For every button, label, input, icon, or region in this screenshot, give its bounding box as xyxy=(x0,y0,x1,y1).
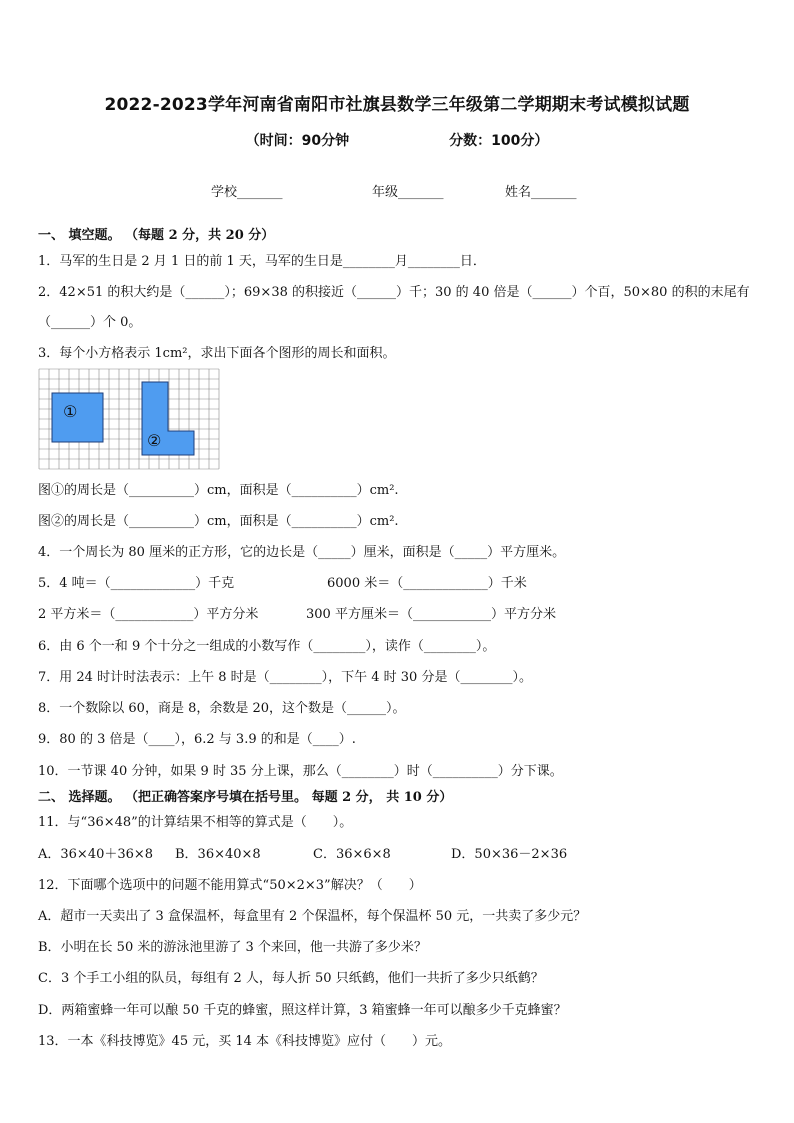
question-11: 11．与“36×48”的计算结果不相等的算式是（ ）。 xyxy=(38,815,353,830)
question-5b2: 300 平方厘米＝（____________）平方分米 xyxy=(306,607,556,622)
section1-heading: 一、 填空题。 （每题 2 分，共 20 分） xyxy=(38,228,275,243)
question-10: 10．一节课 40 分钟，如果 9 时 35 分上课，那么（________）时（__________）分下课。 xyxy=(38,764,563,779)
exam-subtitle xyxy=(0,130,794,150)
school-field: 学校_______ xyxy=(211,185,283,200)
question-3: 3．每个小方格表示 1cm²，求出下面各个图形的周长和面积。 xyxy=(38,346,396,361)
question-12-option-b: B．小明在长 50 米的游泳池里游了 3 个来回，他一共游了多少米？ xyxy=(38,940,427,955)
question-11-option-a: A．36×40＋36×8 xyxy=(38,847,154,862)
grid-figure xyxy=(38,368,220,470)
question-5a1: 5．4 吨＝（_____________）千克 xyxy=(38,576,235,591)
question-12-option-d: D．两箱蜜蜂一年可以酿 50 千克的蜂蜜，照这样计算，3 箱蜜蜂一年可以酿多少千克蜂蜜？ xyxy=(38,1003,567,1018)
question-5a2: 6000 米＝（_____________）千米 xyxy=(327,576,527,591)
question-6: 6．由 6 个一和 9 个十分之一组成的小数写作（________），读作（________）。 xyxy=(38,639,496,654)
section2-heading: 二、 选择题。 （把正确答案序号填在括号里。 每题 2 分， 共 10 分） xyxy=(38,790,453,805)
question-4: 4．一个周长为 80 厘米的正方形，它的边长是（_____）厘米，面积是（_____）平方厘米。 xyxy=(38,545,566,560)
question-3a: 图①的周长是（__________）cm，面积是（__________）cm². xyxy=(38,483,399,498)
question-7: 7．用 24 时计时法表示：上午 8 时是（________），下午 4 时 30 分是（________）。 xyxy=(38,670,532,685)
question-11-option-b: B．36×40×8 xyxy=(175,847,261,862)
question-2a: 2．42×51 的积大约是（______）；69×38 的积接近（______）千；30 的 40 倍是（______）个百，50×80 的积的末尾有 xyxy=(38,285,750,300)
question-11-option-d: D．50×36－2×36 xyxy=(451,847,568,862)
question-12: 12．下面哪个选项中的问题不能用算式“50×2×3”解决？（ ） xyxy=(38,878,422,893)
question-8: 8．一个数除以 60，商是 8，余数是 20，这个数是（______）。 xyxy=(38,701,406,716)
name-field: 姓名_______ xyxy=(505,185,577,200)
grade-field: 年级_______ xyxy=(372,185,444,200)
question-3b: 图②的周长是（__________）cm，面积是（__________）cm². xyxy=(38,514,399,529)
question-9: 9．80 的 3 倍是（____），6.2 与 3.9 的和是（____）. xyxy=(38,732,356,747)
exam-title: 2022-2023学年河南省南阳市社旗县数学三年级第二学期期末考试模拟试题 xyxy=(104,95,690,115)
question-2b: （______）个 0。 xyxy=(38,315,142,330)
question-5b1: 2 平方米＝（____________）平方分米 xyxy=(38,607,259,622)
score-label: 分数：100分） xyxy=(449,133,549,149)
question-12-option-c: C．3 个手工小组的队员，每组有 2 人，每人折 50 只纸鹤，他们一共折了多少只纸鹤？ xyxy=(38,971,544,986)
time-label: （时间：90分钟 xyxy=(245,133,350,149)
question-13: 13．一本《科技博览》45 元，买 14 本《科技博览》应付（ ）元。 xyxy=(38,1034,452,1049)
question-11-option-c: C．36×6×8 xyxy=(313,847,391,862)
question-1: 1．马军的生日是 2 月 1 日的前 1 天，马军的生日是________月________日． xyxy=(38,254,486,269)
question-12-option-a: A．超市一天卖出了 3 盒保温杯，每盒里有 2 个保温杯，每个保温杯 50 元，一共卖了多少元？ xyxy=(38,909,587,924)
shape-1-square xyxy=(52,393,103,442)
shape-1-label: ① xyxy=(63,402,78,421)
shape-2-label: ② xyxy=(147,431,162,450)
